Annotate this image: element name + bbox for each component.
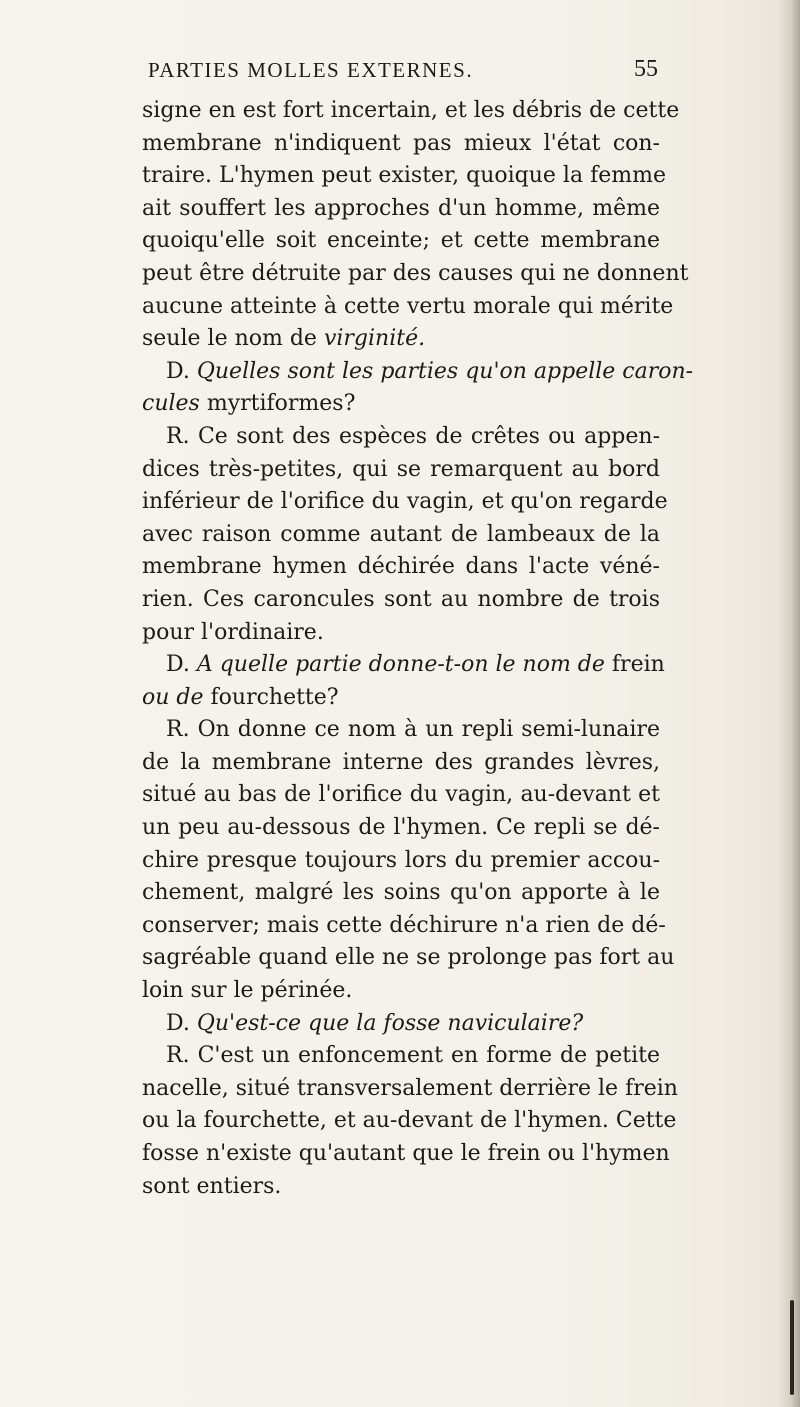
- running-title: PARTIES MOLLES EXTERNES.: [148, 58, 474, 82]
- question-line: [142, 1008, 660, 1041]
- question-text: Qu'est-ce que la fosse naviculaire?: [196, 1010, 584, 1036]
- italic-term: virginité.: [323, 326, 426, 352]
- question-text: A quelle partie donne-t-on le nom de: [196, 652, 605, 678]
- text-line: peut être détruite par des causes qui ne donnent: [142, 260, 689, 286]
- text-line: dices très-petites, qui se remarquent au bord: [142, 456, 660, 482]
- text-line: avec raison comme autant de lambeaux de la: [142, 521, 660, 547]
- text-line: ait souffert les approches d'un homme, même: [142, 195, 660, 221]
- question-text-roman: fourchette?: [203, 684, 339, 710]
- question-text: ou de: [142, 684, 204, 710]
- text-line: membrane n'indiquent pas mieux l'état con-: [142, 130, 660, 156]
- text-segment: seule le nom de: [142, 326, 324, 352]
- question-line: [142, 682, 660, 715]
- answer-line: R. C'est un enfoncement en forme de petite: [166, 1043, 660, 1069]
- question-line: [142, 356, 694, 389]
- text-line: chire presque toujours lors du premier accou-: [142, 847, 660, 873]
- answer-line: R. On donne ce nom à un repli semi-lunaire: [166, 717, 660, 743]
- text-line: inférieur de l'orifice du vagin, et qu'on regarde: [142, 489, 668, 515]
- question-text: Quelles sont les parties qu'on appelle caron-: [196, 358, 694, 384]
- question-line: [142, 649, 665, 682]
- text-line: traire. L'hymen peut exister, quoique la femme: [142, 163, 666, 189]
- page-edge-shadow: [778, 0, 800, 1407]
- text-line: nacelle, situé transversalement derrière le frein: [142, 1075, 678, 1101]
- text-line: quoiqu'elle soit enceinte; et cette membrane: [142, 228, 660, 254]
- text-line: ou la fourchette, et au-devant de l'hymen. Cette: [142, 1108, 677, 1134]
- text-line: fosse n'existe qu'autant que le frein ou l'hymen: [142, 1141, 670, 1166]
- text-line: signe en est fort incertain, et les débris de cette: [142, 98, 680, 123]
- text-line: [142, 323, 660, 356]
- text-line: un peu au-dessous de l'hymen. Ce repli se dé-: [142, 815, 660, 841]
- text-line: de la membrane interne des grandes lèvres,: [142, 749, 660, 775]
- text-line: membrane hymen déchirée dans l'acte véné-: [142, 554, 660, 580]
- question-marker: D.: [166, 1010, 197, 1036]
- question-marker: D.: [166, 652, 197, 678]
- text-line: situé au bas de l'orifice du vagin, au-devant et: [142, 782, 660, 808]
- text-line: aucune atteinte à cette vertu morale qui mérite: [142, 293, 674, 319]
- body-text: [142, 95, 694, 1203]
- question-line: [142, 388, 660, 421]
- binding-mark: [790, 1300, 794, 1395]
- page-header: [148, 58, 658, 86]
- question-marker: D.: [166, 358, 197, 384]
- text-line: rien. Ces caroncules sont au nombre de trois: [142, 586, 660, 612]
- question-text-roman: frein: [604, 652, 665, 678]
- question-text-roman: myrtiformes?: [199, 391, 356, 417]
- text-line: conserver; mais cette déchirure n'a rien de dé-: [142, 912, 666, 938]
- text-line: sont entiers.: [142, 1173, 282, 1199]
- text-line: chement, malgré les soins qu'on apporte à le: [142, 880, 660, 906]
- page-number: 55: [634, 56, 658, 82]
- answer-line: R. Ce sont des espèces de crêtes ou appen-: [166, 423, 660, 449]
- text-line: loin sur le périnée.: [142, 978, 353, 1004]
- text-line: pour l'ordinaire.: [142, 619, 324, 645]
- question-text: cules: [142, 391, 200, 417]
- text-line: sagréable quand elle ne se prolonge pas fort au: [142, 945, 675, 971]
